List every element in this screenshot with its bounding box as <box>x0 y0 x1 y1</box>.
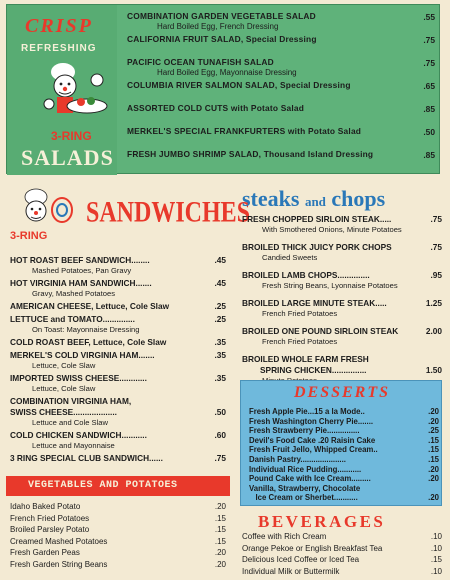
item-name: Devil's Food Cake .20 Raisin Cake <box>249 435 376 445</box>
item-name: Individual Milk or Buttermilk <box>242 566 340 576</box>
item-price: .50 <box>214 407 226 417</box>
steaks-word: steaks <box>242 186 300 211</box>
salads-title: SALADS <box>21 145 114 170</box>
menu-item <box>10 407 226 428</box>
item-price: .10 <box>430 532 442 541</box>
item-desc: With Smothered Onions, Minute Potatoes <box>262 225 402 234</box>
item-price: .15 <box>428 454 439 464</box>
item-desc: Hard Boiled Egg, Mayonnaise Dressing <box>157 68 297 77</box>
item-price: .75 <box>430 242 442 252</box>
menu-item <box>249 455 439 465</box>
menu-item <box>10 514 226 526</box>
menu-item <box>127 34 437 57</box>
item-name: BROILED LAMB CHOPS.............. <box>242 270 370 280</box>
item-price: .20 <box>428 464 439 474</box>
item-desc: Lettuce and Cole Slaw <box>32 418 108 427</box>
menu-item <box>127 57 437 80</box>
sandwiches-title: SANDWICHES <box>86 196 251 230</box>
item-name: FRESH CHOPPED SIRLOIN STEAK..... <box>242 214 392 224</box>
menu-item <box>10 560 226 572</box>
item-desc: Fresh String Beans, Lyonnaise Potatoes <box>262 281 398 290</box>
item-price: .35 <box>214 350 226 360</box>
item-name: PACIFIC OCEAN TUNAFISH SALAD <box>127 57 274 67</box>
item-price: .20 <box>214 548 226 558</box>
item-price: 2.00 <box>425 326 442 336</box>
menu-item <box>10 314 226 335</box>
item-name: French Fried Potatoes <box>10 513 90 523</box>
menu-item <box>249 426 439 436</box>
sandwich-list <box>10 255 226 466</box>
item-price: .10 <box>430 566 442 576</box>
item-name: HOT VIRGINIA HAM SANDWICH....... <box>10 278 152 288</box>
item-name: Coffee with Rich Cream <box>242 532 327 541</box>
item-name: Delicious Iced Coffee or Iced Tea <box>242 555 360 564</box>
item-name: MERKEL'S SPECIAL FRANKFURTERS with Potato Salad <box>127 126 362 136</box>
menu-item <box>10 430 226 451</box>
item-name: Fresh Garden String Beans <box>10 559 108 569</box>
item-name: COMBINATION VIRGINIA HAM, <box>10 396 132 406</box>
vegetable-list <box>10 502 226 572</box>
item-name: HOT ROAST BEEF SANDWICH........ <box>10 255 150 265</box>
item-desc: Mashed Potatoes, Pan Gravy <box>32 266 132 275</box>
desserts-title: DESSERTS <box>293 384 391 401</box>
menu-item <box>10 337 226 348</box>
item-price: .15 <box>214 536 226 546</box>
salads-ring-label: 3-RING <box>51 129 92 143</box>
item-price: .45 <box>214 278 226 288</box>
vegetables-title: VEGETABLES AND POTATOES <box>28 480 178 491</box>
item-price: .20 <box>428 474 439 484</box>
item-name: MERKEL'S COLD VIRGINIA HAM....... <box>10 350 155 360</box>
item-name: Fresh Fruit Jello, Whipped Cream.. <box>249 445 378 455</box>
item-name: SWISS CHEESE................... <box>10 407 117 417</box>
menu-item <box>10 525 226 537</box>
menu-item <box>10 537 226 549</box>
item-desc: On Toast: Mayonnaise Dressing <box>32 325 140 334</box>
item-desc: Gravy, Mashed Potatoes <box>32 289 116 298</box>
item-name: BROILED WHOLE FARM FRESH <box>242 354 369 364</box>
menu-item <box>249 493 439 503</box>
menu-item <box>10 548 226 560</box>
and-word: and <box>304 194 326 209</box>
menu-item <box>10 453 226 464</box>
item-name: COMBINATION GARDEN VEGETABLE SALAD <box>127 11 316 21</box>
item-price: .35 <box>214 337 226 347</box>
item-price: .85 <box>423 104 435 114</box>
item-desc: Lettuce and Mayonnaise <box>32 441 115 450</box>
salad-list <box>127 11 437 172</box>
menu-item <box>242 555 442 567</box>
refreshing-label: REFRESHING <box>21 43 97 54</box>
menu-item <box>242 298 442 319</box>
item-name: Fresh Strawberry Pie............... <box>249 426 360 436</box>
item-name: SPRING CHICKEN............... <box>260 365 367 375</box>
desserts-section <box>240 380 442 506</box>
menu-item <box>242 270 442 291</box>
item-name: Danish Pastry..................... <box>249 454 346 464</box>
item-name: COLD ROAST BEEF, Lettuce, Cole Slaw <box>10 337 167 347</box>
menu-item <box>242 544 442 556</box>
menu-item <box>127 80 437 103</box>
item-price: 1.25 <box>425 298 442 308</box>
menu-item <box>127 11 437 34</box>
item-price: .55 <box>423 12 435 22</box>
menu-item <box>127 103 437 126</box>
item-price: .75 <box>214 453 226 463</box>
item-name: FRESH JUMBO SHRIMP SALAD, Thousand Island Dressing <box>127 149 374 159</box>
item-name: COLD CHICKEN SANDWICH........... <box>10 430 147 440</box>
menu-item <box>10 350 226 371</box>
item-price: .20 <box>214 559 226 569</box>
item-desc: Lettuce, Cole Slaw <box>32 361 96 370</box>
menu-item <box>249 484 439 494</box>
steaks-title <box>242 186 385 212</box>
item-price: .25 <box>428 426 439 436</box>
item-price: .15 <box>214 513 226 523</box>
item-price: .15 <box>428 435 439 445</box>
menu-item <box>242 354 442 365</box>
menu-item <box>10 373 226 394</box>
item-price: .50 <box>423 127 435 137</box>
item-name: Individual Rice Pudding........... <box>249 464 362 474</box>
item-name: Broiled Parsley Potato <box>10 525 90 535</box>
item-name: Orange Pekoe or English Breakfast Tea <box>242 543 383 553</box>
item-name: BROILED LARGE MINUTE STEAK..... <box>242 298 387 308</box>
salads-banner <box>7 5 117 175</box>
item-name: IMPORTED SWISS CHEESE............ <box>10 373 147 383</box>
item-name: Fresh Washington Cherry Pie....... <box>249 416 374 426</box>
item-desc: Candied Sweets <box>262 253 318 262</box>
item-price: .15 <box>430 555 442 564</box>
menu-item <box>249 407 439 417</box>
item-name: Fresh Apple Pie...15 a la Mode.. <box>249 407 365 416</box>
item-price: .10 <box>430 543 442 553</box>
menu-item <box>127 126 437 149</box>
salads-section <box>6 4 440 174</box>
item-price: .95 <box>430 270 442 280</box>
item-price: .15 <box>214 525 226 535</box>
item-price: .85 <box>423 150 435 160</box>
item-price: .65 <box>423 81 435 91</box>
menu-item <box>249 436 439 446</box>
vegetables-header <box>6 476 230 496</box>
item-name: Creamed Mashed Potatoes <box>10 536 108 546</box>
sandwiches-header <box>8 188 251 248</box>
menu-item <box>249 417 439 427</box>
beverage-list <box>242 532 442 578</box>
chef-clown-icon <box>41 60 111 124</box>
item-price: .20 <box>428 493 439 503</box>
item-desc: French Fried Potatoes <box>262 309 338 318</box>
item-desc: Lettuce, Cole Slaw <box>32 384 96 393</box>
menu-item <box>249 445 439 455</box>
chops-word: chops <box>331 186 386 211</box>
item-name: LETTUCE and TOMATO.............. <box>10 314 135 324</box>
menu-item <box>10 278 226 299</box>
menu-item <box>242 532 442 544</box>
menu-item <box>249 474 439 484</box>
item-name: Pound Cake with Ice Cream......... <box>249 474 371 484</box>
menu-item <box>10 301 226 312</box>
item-price: .75 <box>423 35 435 45</box>
menu-item <box>242 214 442 235</box>
menu-item <box>242 567 442 579</box>
item-price: .60 <box>214 430 226 440</box>
item-price: .20 <box>214 502 226 511</box>
item-price: .20 <box>428 416 439 426</box>
menu-item <box>242 326 442 347</box>
item-price: .20 <box>428 407 439 416</box>
item-name: BROILED THICK JUICY PORK CHOPS <box>242 242 392 252</box>
item-price: 1.50 <box>425 365 442 375</box>
item-name: COLUMBIA RIVER SALMON SALAD, Special Dressing <box>127 80 351 90</box>
dessert-list <box>249 407 439 503</box>
menu-item <box>10 396 226 407</box>
item-name: Ice Cream or Sherbet........... <box>249 493 358 503</box>
item-price: .75 <box>430 214 442 224</box>
item-price: .75 <box>423 58 435 68</box>
menu-item <box>127 149 437 172</box>
menu-item <box>10 255 226 276</box>
menu-item <box>242 242 442 263</box>
item-desc: French Fried Potatoes <box>262 337 338 346</box>
item-name: Vanilla, Strawberry, Chocolate <box>249 483 361 493</box>
sandwiches-ring-label: 3-RING <box>10 230 48 242</box>
item-price: .15 <box>428 445 439 455</box>
item-name: Fresh Garden Peas <box>10 548 80 558</box>
item-price: .25 <box>214 314 226 324</box>
item-price: .35 <box>214 373 226 383</box>
item-name: AMERICAN CHEESE, Lettuce, Cole Slaw <box>10 301 170 311</box>
steak-list <box>242 214 442 393</box>
crisp-label: CRISP <box>25 15 93 37</box>
beverages-title: BEVERAGES <box>258 512 386 531</box>
item-name: ASSORTED COLD CUTS with Potato Salad <box>127 103 305 113</box>
item-price: .25 <box>214 301 226 311</box>
item-desc: Hard Boiled Egg, French Dressing <box>157 22 279 31</box>
item-name: BROILED ONE POUND SIRLOIN STEAK <box>242 326 399 336</box>
item-name: CALIFORNIA FRUIT SALAD, Special Dressing <box>127 34 317 44</box>
item-name: Idaho Baked Potato <box>10 502 81 511</box>
menu-item <box>249 465 439 475</box>
item-name: 3 RING SPECIAL CLUB SANDWICH...... <box>10 453 163 463</box>
menu-item <box>10 502 226 514</box>
item-price: .45 <box>214 255 226 265</box>
